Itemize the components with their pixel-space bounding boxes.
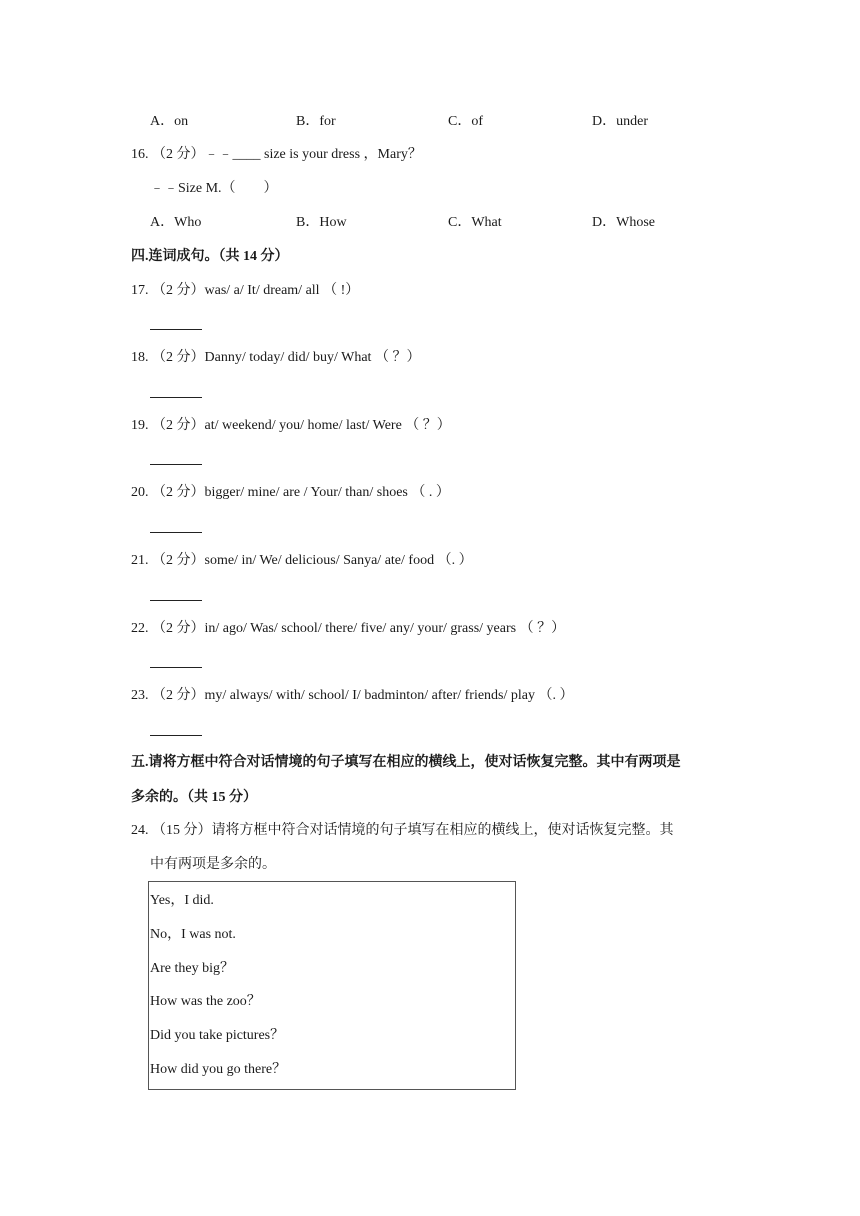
question-18: 18. （2 分）Danny/ today/ did/ buy/ What （ ？） (131, 350, 421, 365)
answer-blank-17 (150, 329, 202, 330)
q15-option-c: C．of (448, 114, 483, 129)
answer-blank-22 (150, 667, 202, 668)
section-5-heading-line2: 多余的。（共 15 分） (131, 790, 257, 805)
answer-blank-23 (150, 735, 202, 736)
sentence-box (148, 881, 516, 1090)
answer-blank-18 (150, 397, 202, 398)
q16-option-c: C．What (448, 215, 502, 230)
question-24: 24. （15 分）请将方框中符合对话情境的句子填写在相应的横线上，使对话恢复完整。其 (131, 823, 674, 838)
question-17: 17. （2 分）was/ a/ It/ dream/ all （ !） (131, 283, 360, 298)
box-sentence-5: Did you take pictures？ (150, 1028, 285, 1043)
box-sentence-4: How was the zoo？ (150, 994, 261, 1009)
question-21: 21. （2 分）some/ in/ We/ delicious/ Sanya/ ate/ food （. ） (131, 553, 473, 568)
q16-option-a: A．Who (150, 215, 202, 230)
answer-blank-19 (150, 464, 202, 465)
q15-option-d: D．under (592, 114, 648, 129)
box-sentence-6: How did you go there？ (150, 1062, 287, 1077)
answer-blank-20 (150, 532, 202, 533)
answer-blank-21 (150, 600, 202, 601)
question-16-response: ﹣﹣Size M.（ ） (150, 181, 278, 196)
box-sentence-3: Are they big？ (150, 961, 234, 976)
q15-option-a: A．on (150, 114, 189, 129)
question-24-continued: 中有两项是多余的。 (150, 857, 276, 872)
q16-option-b: B．How (296, 215, 347, 230)
question-23: 23. （2 分）my/ always/ with/ school/ I/ badminton/ after/ friends/ play （. ） (131, 688, 574, 703)
section-4-heading: 四.连词成句。（共 14 分） (131, 249, 289, 264)
q15-option-b: B．for (296, 114, 336, 129)
box-sentence-2: No，I was not. (150, 927, 236, 942)
q16-option-d: D．Whose (592, 215, 655, 230)
question-22: 22. （2 分）in/ ago/ Was/ school/ there/ five/ any/ your/ grass/ years （ ？） (131, 621, 566, 636)
question-20: 20. （2 分）bigger/ mine/ are / Your/ than/ shoes （ . ） (131, 485, 450, 500)
section-5-heading-line1: 五.请将方框中符合对话情境的句子填写在相应的横线上，使对话恢复完整。其中有两项是 (131, 755, 681, 770)
question-19: 19. （2 分）at/ weekend/ you/ home/ last/ Were （ ？） (131, 418, 451, 433)
question-16: 16. （2 分）﹣﹣____ size is your dress ，Mary？ (131, 147, 422, 162)
box-sentence-1: Yes，I did. (150, 893, 214, 908)
